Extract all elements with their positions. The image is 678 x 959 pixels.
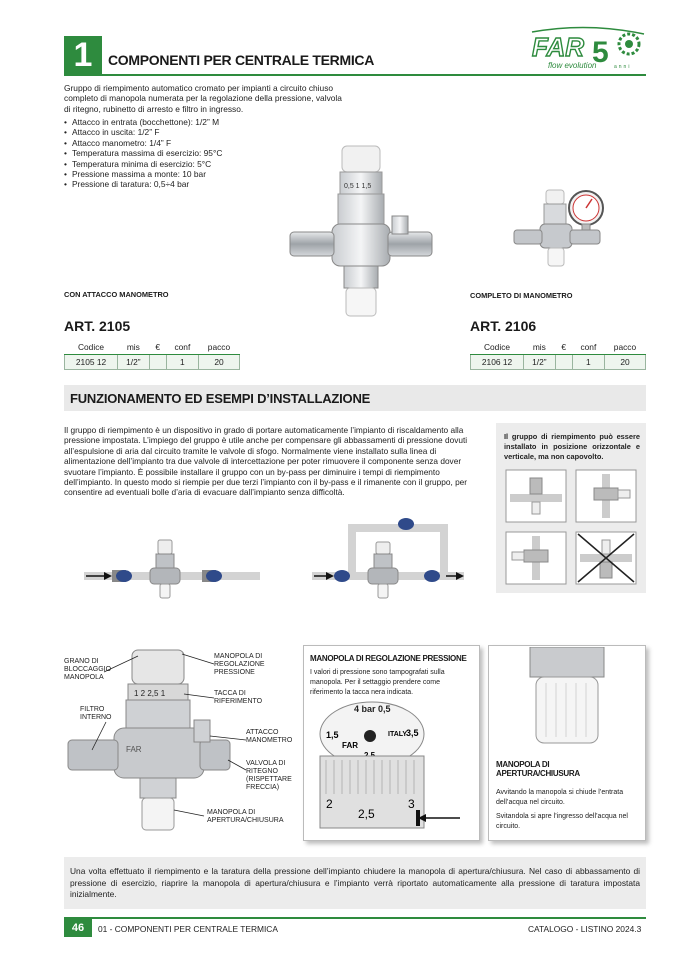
article-title-2106: ART. 2106 <box>470 318 537 334</box>
footer-catalog: CATALOGO - LISTINO 2024.3 <box>528 924 642 934</box>
open-close-text-2: Svitandola si apre l’ingresso dell’acqua nel circuito. <box>496 813 628 830</box>
orientation-side <box>506 532 566 584</box>
product-image-2106 <box>512 186 608 272</box>
spec-header-row <box>65 340 240 354</box>
dial-number: 3,5 <box>406 728 419 738</box>
col-price: € <box>149 340 166 354</box>
label-attacco: ATTACCO MANOMETRO <box>246 729 293 744</box>
spec-table-2106 <box>470 340 646 370</box>
col-mis: mis <box>118 340 150 354</box>
feature-item: • Pressione di taratura: 0,5÷4 bar <box>64 179 344 189</box>
footer-rule <box>64 917 646 919</box>
col-codice: Codice <box>471 340 524 354</box>
label-tacca: TACCA DI RIFERIMENTO <box>214 690 263 705</box>
table-row <box>65 354 240 369</box>
spec-header-row <box>471 340 646 354</box>
cell-conf: 1 <box>572 354 604 369</box>
bottom-note: Una volta effettuato il riempimento e la taratura della pressione dell’impianto chiudere la manopola di apertura/chiusura. Nel caso di abbassamento di pressione di esercizio, riaprire la manopola di apertura/chiusura e l’impianto verrà riportato automaticamente alla pressione di taratura impostata inizialmente. <box>70 866 640 899</box>
pressure-panel-text: I valori di pressione sono tampografati sulla manopola. Per il settaggio prendere come riferimento la tacca nera indicata. <box>310 669 445 696</box>
col-conf: conf <box>166 340 198 354</box>
open-close-panel-title: MANOPOLA DI APERTURA/CHIUSURA <box>496 760 580 778</box>
section-number-badge: 1 <box>64 36 102 74</box>
cell-pacco: 20 <box>604 354 645 369</box>
open-close-text-1: Avvitando la manopola si chiude l’entrata dell’acqua nel circuito. <box>496 789 624 806</box>
spec-table-2105 <box>64 340 240 370</box>
cell-codice: 2105 12 <box>65 354 118 369</box>
col-pacco: pacco <box>198 340 239 354</box>
dial-number: 1,5 <box>326 730 339 740</box>
installation-diagram-bypass <box>312 518 464 614</box>
scale-value: 3 <box>408 797 415 811</box>
label-valvola: VALVOLA DI RITEGNO (RISPETTARE FRECCIA) <box>246 760 292 791</box>
cell-price <box>555 354 572 369</box>
feature-item: • Pressione massima a monte: 10 bar <box>64 169 344 179</box>
article-title-2105: ART. 2105 <box>64 318 131 334</box>
col-price: € <box>555 340 572 354</box>
logo-tagline: flow evolution <box>548 61 597 70</box>
svg-text:0,5 1 1,5: 0,5 1 1,5 <box>344 183 372 190</box>
pressure-panel-title: MANOPOLA DI REGOLAZIONE PRESSIONE <box>310 654 467 663</box>
far-logo <box>528 24 648 72</box>
section-rule <box>64 74 646 76</box>
cell-mis: 1/2” <box>524 354 556 369</box>
col-conf: conf <box>572 340 604 354</box>
dial-scale-label: 1 2 2,5 1 <box>134 689 166 698</box>
label-grano: GRANO DI BLOCCAGGIO MANOPOLA <box>64 658 112 681</box>
product-caption-2105: CON ATTACCO MANOMETRO <box>64 290 169 299</box>
col-pacco: pacco <box>604 340 645 354</box>
logo-text: FAR <box>532 32 584 62</box>
feature-item: • Temperatura massima di esercizio: 95°C <box>64 148 344 158</box>
product-caption-2106: COMPLETO DI MANOMETRO <box>470 291 573 300</box>
footer-section: 01 - COMPONENTI PER CENTRALE TERMICA <box>98 924 278 934</box>
orientation-horizontal <box>506 470 566 522</box>
scale-value: 2,5 <box>358 807 375 821</box>
pressure-dial-illustration <box>312 700 472 838</box>
feature-item: • Temperatura minima di esercizio: 5°C <box>64 159 344 169</box>
functioning-title: FUNZIONAMENTO ED ESEMPI D’INSTALLAZIONE <box>70 391 371 406</box>
dial-top-text: 4 bar 0,5 <box>354 704 391 714</box>
open-close-knob-illustration <box>490 647 644 747</box>
section-title: COMPONENTI PER CENTRALE TERMICA <box>108 52 375 68</box>
cell-conf: 1 <box>166 354 198 369</box>
orientation-upside-down-forbidden <box>576 532 636 584</box>
installation-diagram-inline <box>84 532 260 614</box>
label-filtro: FILTRO INTERNO <box>80 706 112 721</box>
label-manopola-apertura: MANOPOLA DI APERTURA/CHIUSURA <box>207 809 284 824</box>
cell-mis: 1/2” <box>118 354 150 369</box>
cell-pacco: 20 <box>198 354 239 369</box>
body-brand-label: FAR <box>126 745 142 754</box>
feature-item: • Attacco in entrata (bocchettone): 1/2” M <box>64 117 344 127</box>
col-codice: Codice <box>65 340 118 354</box>
table-row <box>471 354 646 369</box>
col-mis: mis <box>524 340 556 354</box>
logo-anni: anni <box>614 64 632 70</box>
orientation-note: Il gruppo di riempimento può essere installato in posizione orizzontale e verticale, ma non capovolto. <box>504 432 640 461</box>
functioning-text: Il gruppo di riempimento è un dispositivo in grado di portare automaticamente l’impianto di riscaldamento alla pressione impostata. L’impiego del gruppo è utile anche per compensare gli abbassamenti di pressione dovuti all’espulsione di aria dal circuito tramite le valvole di sfogo. Normalmente viene installato sulla linea di alimentazione dell’impianto tra due valvole di intercettazione per poter rimuovere il componente senza dover svuotare l’impianto. È possibile installare il gruppo con un by-pass per diminuire i tempi di riempimento dell’impianto. In questo modo si riempie per due terzi l’impianto con il by-pass e il rimanente con il gruppo, per consentire ad eventuali bolle d’aria di evacuare dall’impianto senza difficoltà. <box>64 425 468 498</box>
cell-codice: 2106 12 <box>471 354 524 369</box>
label-manopola-regolazione: MANOPOLA DI REGOLAZIONE PRESSIONE <box>214 653 265 676</box>
scale-value: 2 <box>326 797 333 811</box>
dial-brand: FAR <box>342 741 358 750</box>
feature-item: • Attacco in uscita: 1/2” F <box>64 127 344 137</box>
feature-item: • Attacco manometro: 1/4” F <box>64 138 344 148</box>
logo-number: 5 <box>592 36 609 69</box>
page-number: 46 <box>64 919 92 937</box>
product-image-2105 <box>284 144 440 320</box>
orientation-vertical <box>576 470 636 522</box>
orientation-diagrams <box>504 468 640 590</box>
product-description: Gruppo di riempimento automatico cromato per impianti a circuito chiuso completo di manopola numerata per la regolazione della pressione, valvola di ritegno, rubinetto di arresto e filtro in ingresso. <box>64 83 342 114</box>
dial-country: ITALY <box>388 731 408 738</box>
cell-price <box>149 354 166 369</box>
